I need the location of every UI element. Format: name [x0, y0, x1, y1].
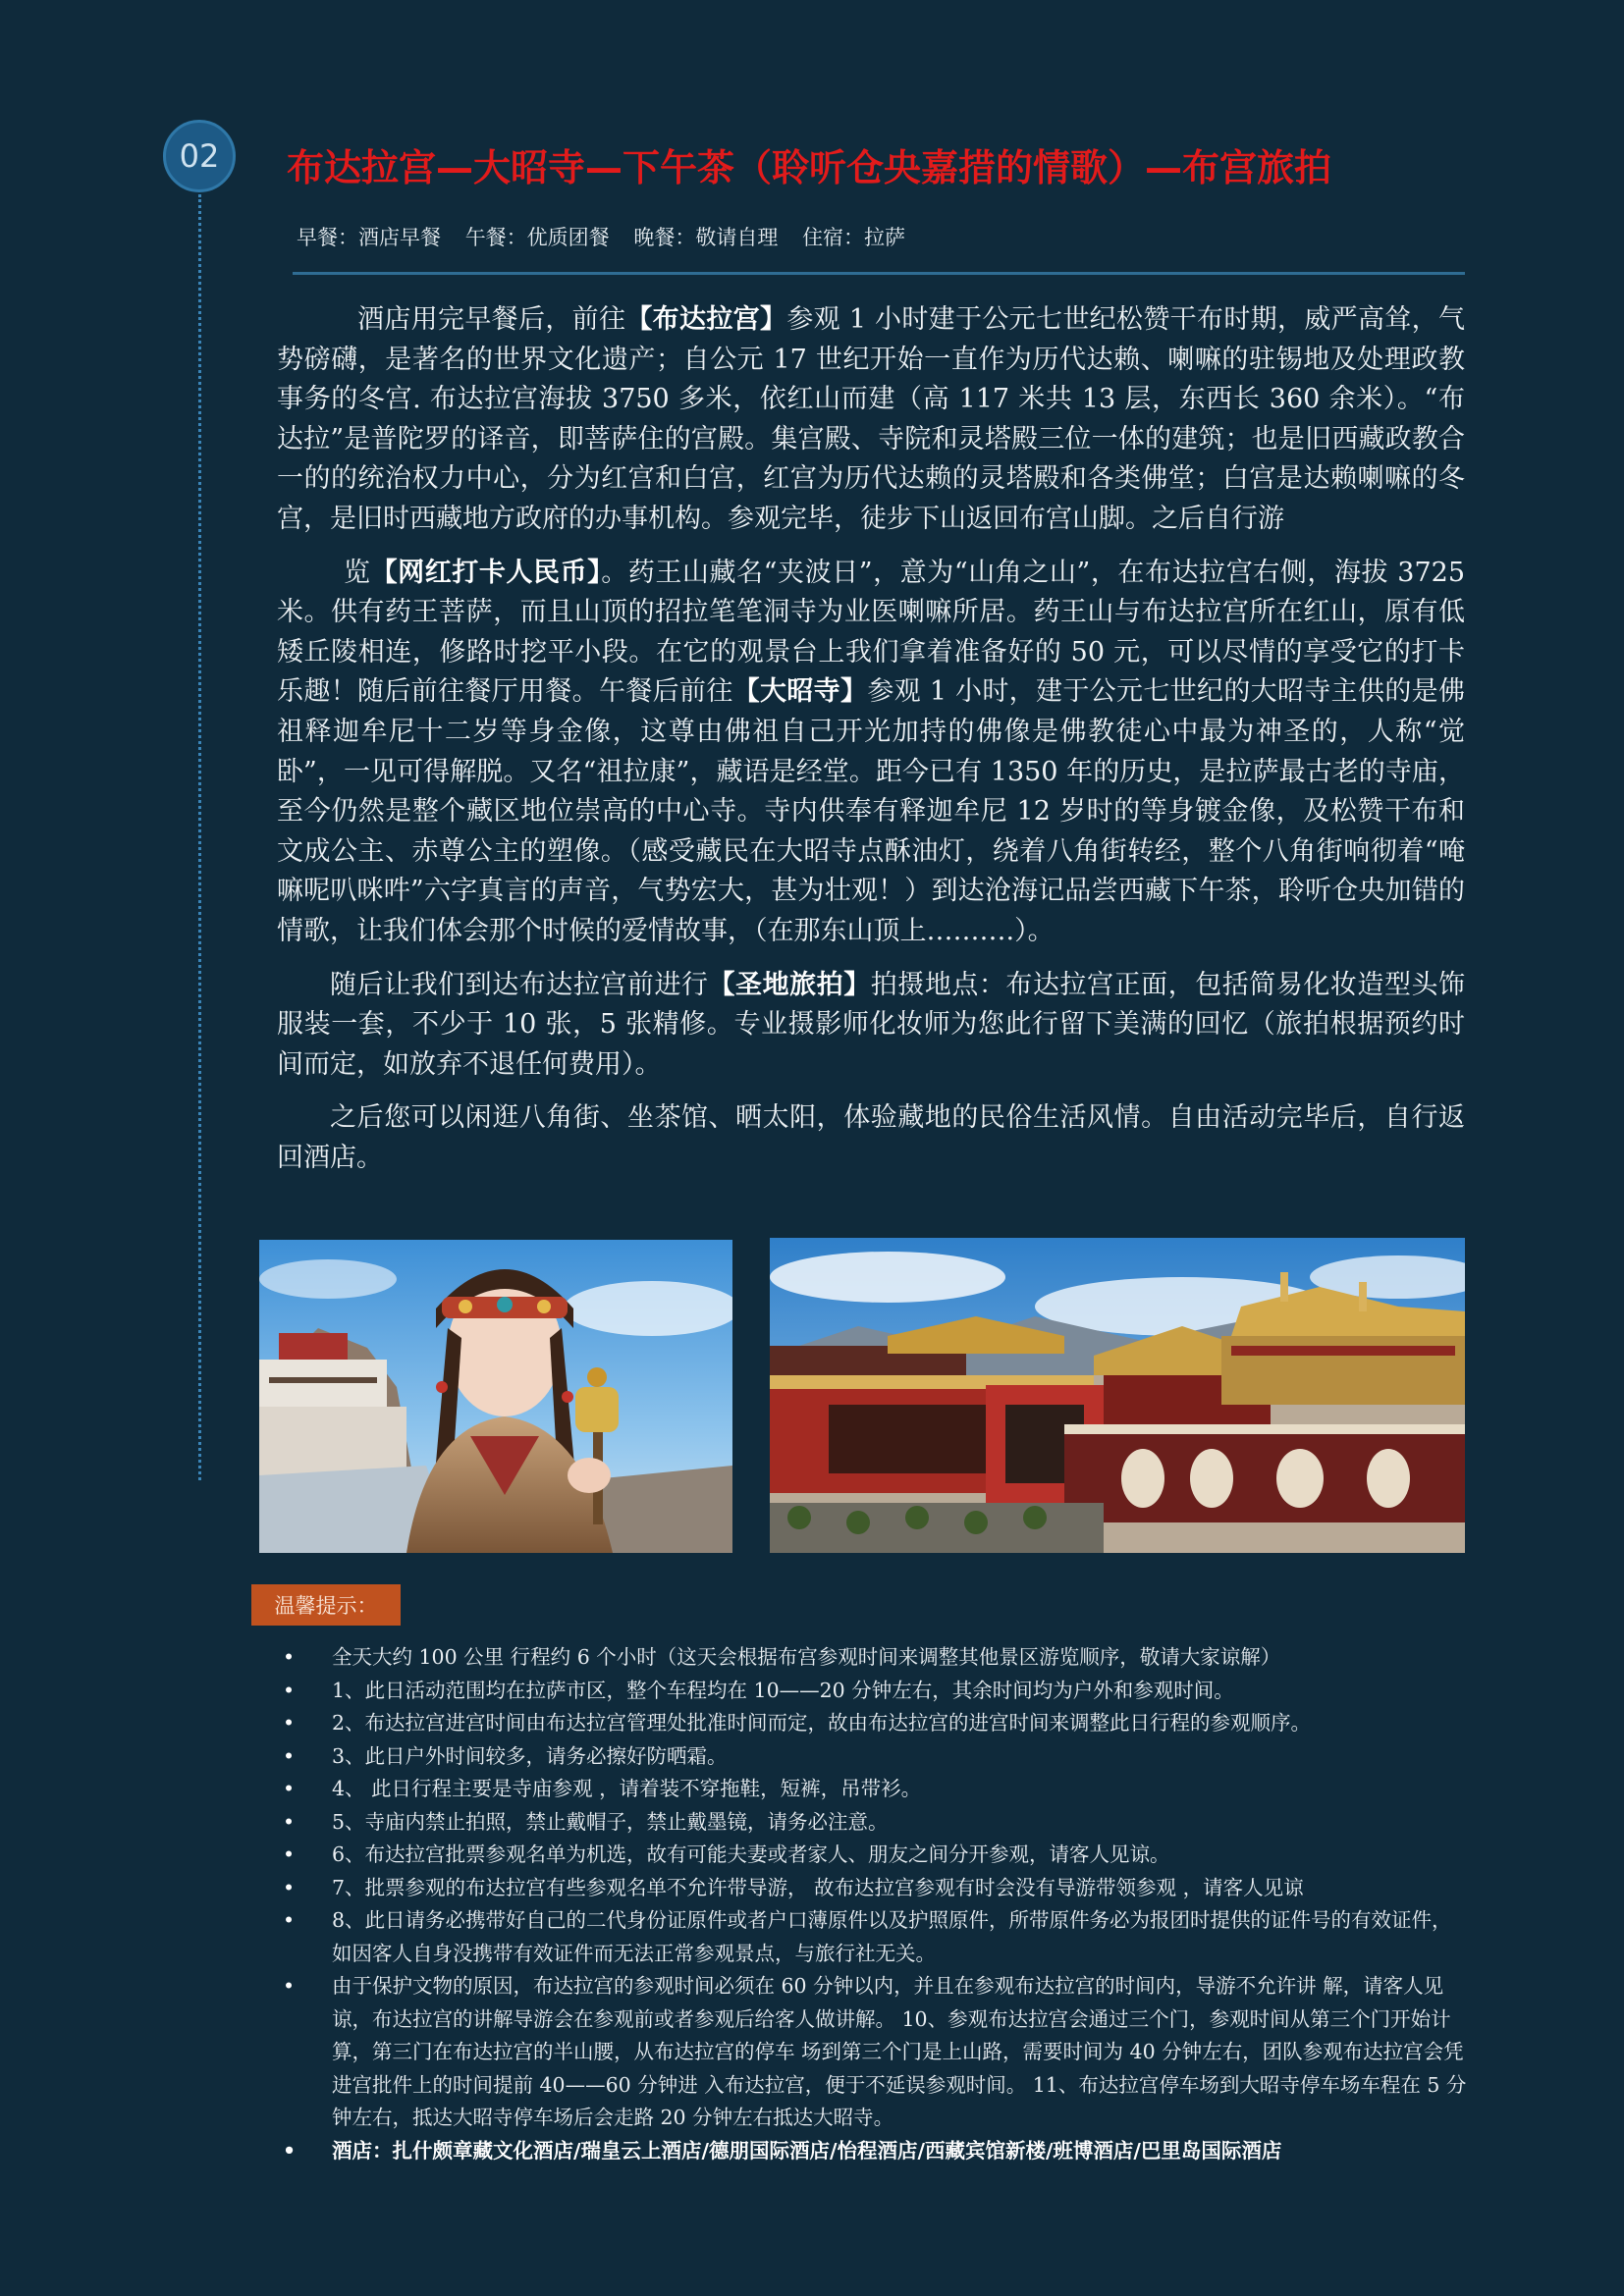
tips-list: [281, 1641, 1469, 2167]
page-title: 布达拉宫—大昭寺—下午茶（聆听仓央嘉措的情歌）—布宫旅拍: [287, 146, 1332, 189]
highlight-rmb-checkin: 【网红打卡人民币】: [370, 557, 602, 588]
tip-item-hotels: • 酒店：扎什颇章藏文化酒店/瑞皇云上酒店/德朋国际酒店/怡程酒店/西藏宾馆新楼/班博酒店/巴里岛国际酒店: [281, 2135, 1469, 2168]
text-run: 。药王山藏名“夹波日”，意为“山角之山”，在布达拉宫右侧，海拔 3725 米。供有药王菩萨，而且山顶的招拉笔笔洞寺为业医喇嘛所居。药王山与布达拉宫所在红山，原有低矮丘陵相连，修路时挖平小段。在它的观景台上我们拿着准备好的 50 元，可以尽情的享受它的打卡乐趣！随后前往餐厅用餐。午餐后前往: [277, 557, 1465, 708]
tip-item: • 3、此日户外时间较多，请务必擦好防晒霜。: [281, 1740, 1469, 1774]
meal-lodging: 住宿：拉萨: [802, 226, 906, 249]
tip-item: • 2、布达拉宫进宫时间由布达拉宫管理处批准时间而定，故由布达拉宫的进宫时间来调整此日行程的参观顺序。: [281, 1707, 1469, 1740]
meal-dinner: 晚餐：敬请自理: [633, 226, 779, 249]
itinerary-text: [277, 300, 1465, 1192]
tip-item: • 1、此日活动范围均在拉萨市区，整个车程均在 10——20 分钟左右，其余时间均为户外和参观时间。: [281, 1675, 1469, 1708]
tip-item: • 5、寺庙内禁止拍照，禁止戴帽子，禁止戴墨镜，请务必注意。: [281, 1806, 1469, 1840]
text-run: 参观 1 小时建于公元七世纪松赞干布时期，威严高耸，气势磅礴，是著名的世界文化遗产；自公元 17 世纪开始一直作为历代达赖、喇嘛的驻锡地及处理政教事务的冬宫. 布达拉宫海拔 3750 多米，依红山而建（高 117 米共 13 层，东西长 360 余米）。“布达拉”是普陀罗的译音，即菩萨住的宫殿。集宫殿、寺院和灵塔殿三位一体的建筑；也是旧西藏政教合一的的统治权力中心，分为红宫和白宫，红宫为历代达赖的灵塔殿和各类佛堂；白宫是达赖喇嘛的冬宫，是旧时西藏地方政府的办事机构。参观完毕，徒步下山返回布宫山脚。之后自行游: [277, 304, 1466, 534]
photo-jokhang-temple: [770, 1238, 1465, 1553]
text-run: 拍摄地点：布达拉宫正面，包括简易化妆造型头饰服装一套，不少于 10 张，5 张精修。专业摄影师化妆师为您此行留下美满的回忆（旅拍根据预约时间而定，如放弃不退任何费用）。: [277, 969, 1466, 1080]
day-number-badge: [163, 120, 236, 192]
paragraph-photoshoot: [277, 966, 1465, 1086]
meal-lunch: 午餐：优质团餐: [464, 226, 610, 249]
tip-item: • 全天大约 100 公里 行程约 6 个小时（这天会根据布宫参观时间来调整其他景区游览顺序，敬请大家谅解）: [281, 1641, 1469, 1675]
paragraph-free-time: 之后您可以闲逛八角街、坐茶馆、晒太阳，体验藏地的民俗生活风情。自由活动完毕后，自行返回酒店。: [277, 1102, 1465, 1173]
tip-item: • 6、布达拉宫批票参观名单为机选，故有可能夫妻或者家人、朋友之间分开参观，请客人见谅。: [281, 1839, 1469, 1872]
text-run: 随后让我们到达布达拉宫前进行: [330, 969, 709, 1000]
text-run: 览: [344, 557, 371, 588]
highlight-jokhang: 【大昭寺】: [732, 676, 868, 708]
tip-item: • 由于保护文物的原因，布达拉宫的参观时间必须在 60 分钟以内，并且在参观布达拉宫的时间内，导游不允许讲 解，请客人见谅，布达拉宫的讲解导游会在参观前或者参观后给客人做讲解。 10、参观布达拉宫会通过三个门，参观时间从第三个门开始计算，第三门在布达拉宫的半山腰，从布达拉宫的停车 场到第三个门是上山路，需要时间为 40 分钟左右，团队参观布达拉宫会凭进宫批件上的时间提前 40——60 分钟进 入布达拉宫，便于不延误参观时间。 11、布达拉宫停车场到大昭寺停车场车程在 5 分钟左右，抵达大昭寺停车场后会走路 20 分钟左右抵达大昭寺。: [281, 1970, 1469, 2135]
text-run: 参观 1 小时，建于公元七世纪的大昭寺主供的是佛祖释迦牟尼十二岁等身金像，这尊由佛祖自己开光加持的佛像是佛教徒心中最为神圣的，人称“觉卧”，一见可得解脱。又名“祖拉康”，藏语是经堂。距今已有 1350 年的历史，是拉萨最古老的寺庙，至今仍然是整个藏区地位崇高的中心寺。寺内供奉有释迦牟尼 12 岁时的等身镀金像，及松赞干布和文成公主、赤尊公主的塑像。（感受藏民在大昭寺点酥油灯，绕着八角街转经，整个八角街响彻着“唵嘛呢叭咪吽”六字真言的声音，气势宏大，甚为壮观！）到达沧海记品尝西藏下午茶，聆听仓央加错的情歌，让我们体会那个时候的爱情故事，（在那东山顶上……….）。: [277, 676, 1466, 946]
tip-item: • 4、 此日行程主要是寺庙参观 ，请着装不穿拖鞋，短裤，吊带衫。: [281, 1773, 1469, 1806]
header-divider: [293, 272, 1465, 275]
meal-breakfast: 早餐：酒店早餐: [297, 226, 441, 249]
highlight-photoshoot: 【圣地旅拍】: [708, 969, 871, 1000]
text-run: 酒店用完早餐后，前往: [357, 304, 626, 335]
paragraph-potala: [277, 300, 1465, 540]
timeline-dotted-line: [198, 194, 201, 1480]
tip-item: • 7、批票参观的布达拉宫有些参观名单不允许带导游， 故布达拉宫参观有时会没有导游带领参观 ，请客人见谅: [281, 1872, 1469, 1905]
tips-label: 温馨提示：: [251, 1584, 401, 1626]
highlight-potala: 【布达拉宫】: [625, 304, 787, 335]
meal-info: [297, 222, 923, 251]
tip-item: • 8、此日请务必携带好自己的二代身份证原件或者户口薄原件以及护照原件，所带原件务必为报团时提供的证件号的有效证件，如因客人自身没携带有效证件而无法正常参观景点，与旅行社无关。: [281, 1904, 1469, 1970]
photo-tibetan-costume-potala: [259, 1240, 732, 1553]
day-number: 02: [179, 137, 220, 175]
paragraph-rmb-jokhang: [277, 554, 1465, 952]
